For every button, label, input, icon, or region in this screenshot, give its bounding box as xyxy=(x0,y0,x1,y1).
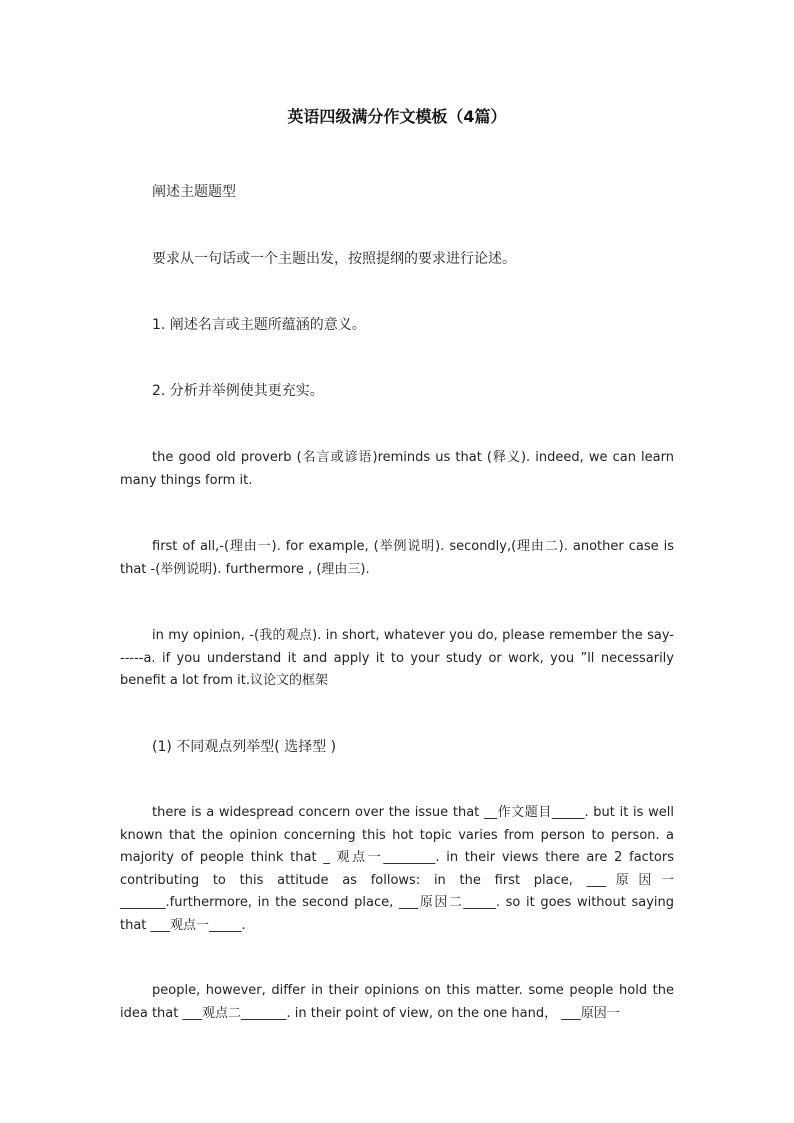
paragraph-point-1: 1. 阐述名言或主题所蕴涵的意义。 xyxy=(152,317,366,333)
paragraph-type-heading: (1) 不同观点列举型( 选择型 ) xyxy=(152,739,337,755)
paragraph-concern-template: there is a widespread concern over the issue that __作文题目_____. but it is well known that the opinion concerning this hot topic varies from person to person. a majority of people think that _ 观点一________. in their views there are 2 factors contributing to this attitude as follows: in the first place, ___原因一_______.furthermore, in the second place, ___原因二_____. so it goes without saying that ___观点一_____. xyxy=(120,805,674,933)
paragraph-opinion-template: in my opinion, -(我的观点). in short, whatever you do, please remember the say------a. if you understand it and apply it to your study or work, you ”ll necessarily benefit a lot from it.议论文的框架 xyxy=(120,628,674,688)
document-title: 英语四级满分作文模板（4篇） xyxy=(287,107,507,126)
paragraph-requirement: 要求从一句话或一个主题出发，按照提纲的要求进行论述。 xyxy=(152,251,516,267)
paragraph-differ-template: people, however, differ in their opinions on this matter. some people hold the idea that ___观点二_______. in their point of view, on the one hand， ___原因一 xyxy=(120,983,674,1021)
paragraph-reasons-template: first of all,-(理由一). for example, (举例说明). secondly,(理由二). another case is that -(举例说明). furthermore , (理由三). xyxy=(120,539,674,577)
paragraph-proverb-template: the good old proverb (名言或谚语)reminds us that (释义). indeed, we can learn many things form it. xyxy=(120,450,674,488)
paragraph-point-2: 2. 分析并举例使其更充实。 xyxy=(152,383,324,399)
paragraph-section-heading: 阐述主题题型 xyxy=(152,184,236,200)
